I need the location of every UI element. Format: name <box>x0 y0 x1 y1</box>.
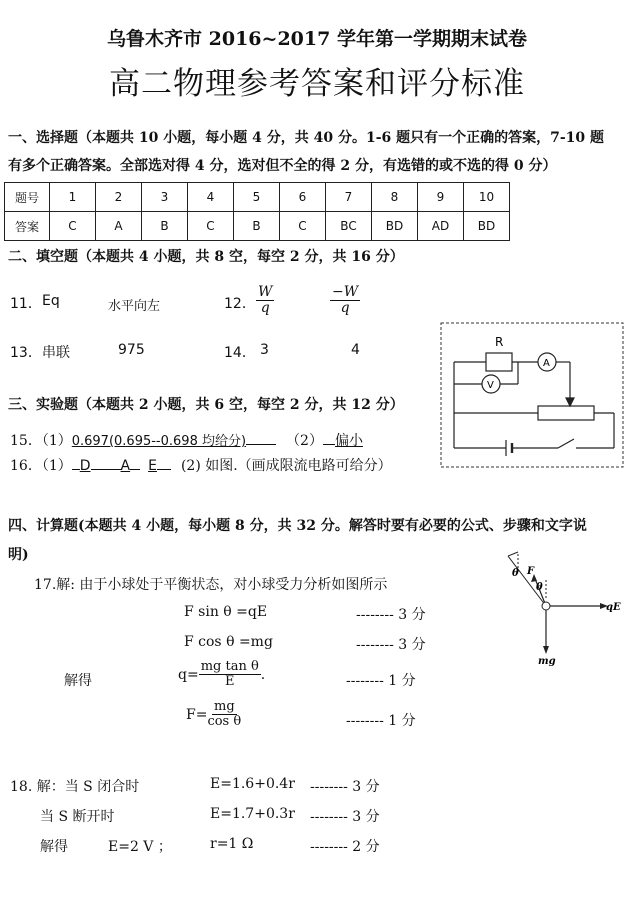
q12-answer-b <box>330 285 360 317</box>
section4-heading-line2: 明) <box>8 547 29 563</box>
slider-arrow-icon <box>566 398 574 406</box>
table-cell: A <box>96 212 142 241</box>
q18-line2-b: E=1.7+0.3r <box>210 806 295 822</box>
table-row-numbers <box>5 183 510 212</box>
table-cell: 4 <box>188 183 234 212</box>
eq4-denominator: cos θ <box>207 714 242 730</box>
table-cell: 10 <box>464 183 510 212</box>
table-cell: 1 <box>50 183 96 212</box>
eq4-numerator: mg <box>214 699 235 714</box>
q17-intro: 17.解: 由于小球处于平衡状态，对小球受力分析如图所示 <box>34 577 388 593</box>
exam-title: 乌鲁木齐市 2016~2017 学年第一学期期末试卷 <box>107 28 527 50</box>
dashed-frame <box>441 323 623 467</box>
q12a-denominator: q <box>260 300 270 317</box>
label-v: V <box>487 380 494 391</box>
q17-eq1: F sin θ =qE <box>184 604 268 620</box>
q13-number: 13． <box>10 345 42 361</box>
q11-answer-a: Eq <box>42 293 60 309</box>
q14-answer-b: 4 <box>351 342 360 358</box>
q15-mid: （2） <box>286 433 323 449</box>
table-cell: BD <box>464 212 510 241</box>
theta1-label: θ <box>512 568 519 579</box>
table-cell: 2 <box>96 183 142 212</box>
q15-answer-a: 0.697(0.695--0.698 均给分) <box>71 434 247 449</box>
q12-answer-a <box>256 285 274 317</box>
table-cell: 6 <box>280 183 326 212</box>
q18-line1-a: 18. 解：当 S 闭合时 <box>10 779 140 795</box>
q15-line <box>10 430 363 450</box>
table-cell: BD <box>372 212 418 241</box>
answer-table <box>4 182 510 241</box>
row-label: 题号 <box>5 183 50 212</box>
circuit-diagram <box>440 322 624 468</box>
table-cell: 8 <box>372 183 418 212</box>
switch-icon <box>558 439 574 448</box>
q13-answer-b: 975 <box>118 342 145 358</box>
q17-score4: -------- 1 分 <box>346 713 416 729</box>
q12b-numerator: −W <box>332 284 359 300</box>
q16-line <box>10 455 392 475</box>
q15-prefix: 15．（1） <box>10 433 72 449</box>
section3-heading: 三、实验题（本题共 2 小题，共 6 空，每空 2 分，共 12 分） <box>8 397 404 413</box>
table-cell: 7 <box>326 183 372 212</box>
f-label: F <box>527 566 535 577</box>
q12a-numerator: W <box>258 284 273 300</box>
section2-heading: 二、填空题（本题共 4 小题，共 8 空，每空 2 分，共 16 分） <box>8 249 404 265</box>
table-cell: BC <box>326 212 372 241</box>
force-diagram <box>500 550 634 670</box>
eq3-numerator: mg tan θ <box>200 659 259 674</box>
table-cell: AD <box>418 212 464 241</box>
q18-line1-c: -------- 3 分 <box>310 779 380 795</box>
q14-answer-a: 3 <box>260 342 269 358</box>
qe-label: qE <box>606 602 621 613</box>
q17-eq4 <box>186 700 241 730</box>
q18-line1-b: E=1.6+0.4r <box>210 776 295 792</box>
q18-line3-a: 解得 <box>40 839 68 855</box>
q12b-denominator: q <box>340 300 350 317</box>
eq3-denominator: E <box>225 674 235 690</box>
q18-line3-b: E=2 V ； <box>108 839 172 855</box>
q18-line2-c: -------- 3 分 <box>310 809 380 825</box>
q13-answer-a: 串联 <box>42 345 70 361</box>
section4-heading-line1: 四、计算题(本题共 4 小题，每小题 8 分，共 32 分。解答时要有必要的公式、步骤和文字说 <box>8 518 587 534</box>
q18-line2-a: 当 S 断开时 <box>40 809 115 825</box>
section1-heading-line2: 有多个正确答案。全部选对得 4 分，选对但不全的得 2 分，有选错的或不选的得 0 分） <box>8 158 557 174</box>
rheostat <box>538 406 594 420</box>
q11-answer-b: 水平向左 <box>108 299 161 314</box>
theta2-label: θ <box>536 582 543 593</box>
q18-line3-c: r=1 Ω <box>210 836 254 852</box>
table-cell: 5 <box>234 183 280 212</box>
eq4-lhs: F= <box>186 706 208 723</box>
row-label: 答案 <box>5 212 50 241</box>
section1-heading-line1: 一、选择题（本题共 10 小题，每小题 4 分，共 40 分。1-6 题只有一个正确的答案，7-10 题 <box>8 130 605 146</box>
q12-number: 12． <box>224 296 256 312</box>
q17-score2: -------- 3 分 <box>356 637 426 653</box>
table-cell: B <box>142 212 188 241</box>
q16-answer-b: A <box>120 458 131 474</box>
table-cell: 9 <box>418 183 464 212</box>
ceiling-hatch <box>508 552 518 556</box>
q17-score1: -------- 3 分 <box>356 607 426 623</box>
label-r: R <box>495 335 504 349</box>
table-cell: B <box>234 212 280 241</box>
q18-line3-d: -------- 2 分 <box>310 839 380 855</box>
string <box>508 556 546 606</box>
q16-answer-c: E <box>148 458 157 474</box>
table-cell: C <box>50 212 96 241</box>
table-row-answers <box>5 212 510 241</box>
table-cell: 3 <box>142 183 188 212</box>
q11-number: 11． <box>10 296 42 312</box>
table-cell: C <box>280 212 326 241</box>
resistor-r <box>486 353 512 371</box>
q17-solve-label: 解得 <box>64 673 92 689</box>
q15-answer-b: 偏小 <box>334 433 363 449</box>
q17-eq2: F cos θ =mg <box>184 634 273 650</box>
ball <box>542 602 550 610</box>
label-a: A <box>543 358 550 369</box>
answer-key-title: 高二物理参考答案和评分标准 <box>109 66 525 102</box>
q17-eq3 <box>178 660 265 690</box>
q16-answer-a: D <box>79 458 91 474</box>
q14-number: 14． <box>224 345 256 361</box>
mg-label: mg <box>538 656 556 667</box>
q16-rest: (2) 如图.（画成限流电路可给分） <box>180 458 392 474</box>
q16-prefix: 16．（1） <box>10 458 72 474</box>
table-cell: C <box>188 212 234 241</box>
eq3-tail: . <box>260 666 266 683</box>
q17-score3: -------- 1 分 <box>346 673 416 689</box>
eq3-lhs: q= <box>178 666 199 683</box>
